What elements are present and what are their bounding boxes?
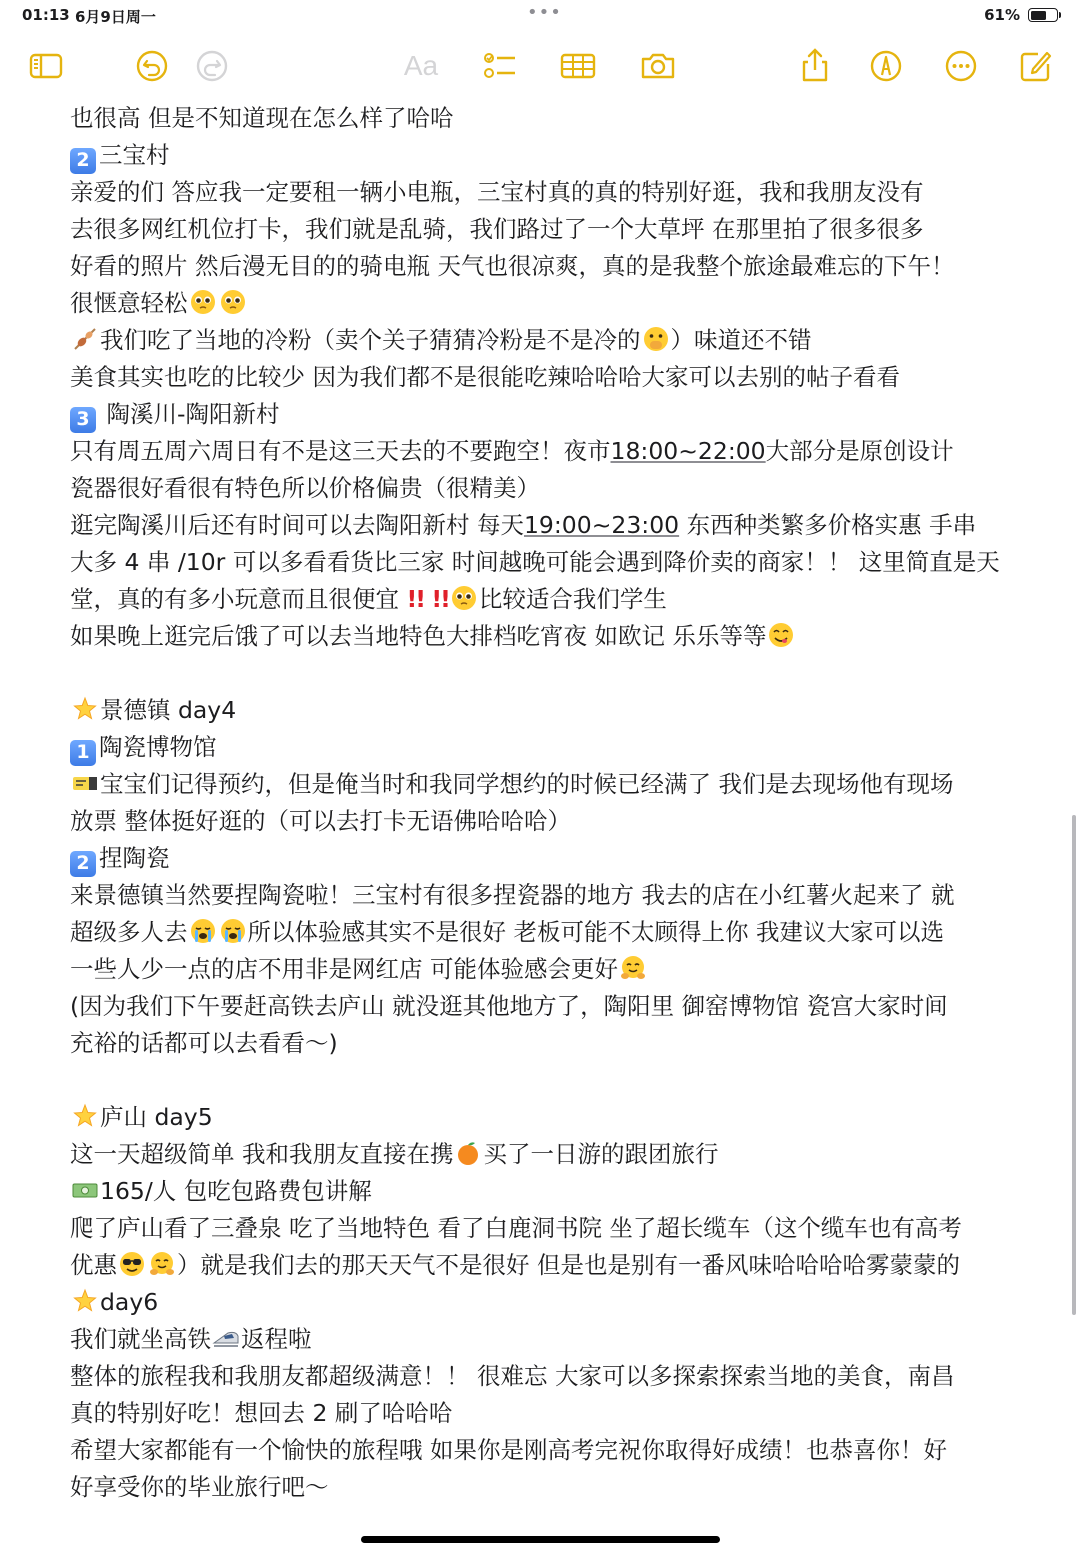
- note-line: 逛完陶溪川后还有时间可以去陶阳新村 每天19:00~23:00 东西种类繁多价格实惠 手串: [70, 511, 977, 539]
- note-line: 堂，真的有多小玩意而且很便宜 !! !! 比较适合我们学生: [70, 585, 667, 613]
- note-line: 很惬意轻松: [70, 285, 1020, 322]
- note-line: 只有周五周六周日有不是这三天去的不要跑空！夜市18:00~22:00大部分是原创设计: [70, 437, 954, 465]
- status-bar: [0, 0, 1080, 32]
- notes-toolbar: [0, 40, 1080, 92]
- note-line: 瓷器很好看很有特色所以价格偏贵（很精美）: [70, 474, 540, 502]
- camera-icon: [638, 46, 678, 86]
- note-line: 这一天超级简单 我和我朋友直接在携 买了一日游的跟团旅行: [70, 1140, 719, 1168]
- note-line: (因为我们下午要赶高铁去庐山 就没逛其他地方了，陶阳里 御窑博物馆 瓷宫大家时间: [70, 992, 948, 1020]
- checklist-icon: [479, 46, 519, 86]
- hugging-face-icon: [148, 1250, 176, 1278]
- note-line: 我们就坐高铁 返程啦: [70, 1325, 312, 1353]
- note-line: 充裕的话都可以去看看～): [70, 1029, 338, 1057]
- note-line: 也很高 但是不知道现在怎么样了哈哈: [70, 104, 454, 132]
- hugging-face-icon: [619, 954, 647, 982]
- note-line: 一些人少一点的店不用非是网红店 可能体验感会更好: [70, 951, 1020, 988]
- sidebar-icon: [26, 46, 66, 86]
- note-line: 大多 4 串 /10r 可以多看看货比三家 时间越晚可能会遇到降价卖的商家！！ 这里简直是天: [70, 548, 1000, 576]
- battery-icon: [1028, 8, 1058, 22]
- format-label: Aa: [403, 50, 439, 81]
- undo-button[interactable]: [130, 44, 174, 88]
- skewer-icon: [71, 325, 99, 353]
- table-icon: [558, 46, 598, 86]
- checklist-button[interactable]: [477, 44, 521, 88]
- multitasking-dots-icon[interactable]: •••: [527, 2, 562, 23]
- home-indicator[interactable]: [361, 1536, 720, 1543]
- crying-face-icon: [189, 917, 217, 945]
- note-line: 美食其实也吃的比较少 因为我们都不是很能吃辣哈哈哈大家可以去别的帖子看看: [70, 363, 900, 391]
- note-line: 整体的旅程我和我朋友都超级满意！！ 很难忘 大家可以多探索探索当地的美食，南昌: [70, 1362, 955, 1390]
- section-heading-sanbao: 2 三宝村: [70, 137, 1020, 174]
- status-time: 01:13: [22, 6, 70, 24]
- note-body[interactable]: [70, 100, 1020, 1506]
- note-line: 来景德镇当然要捏陶瓷啦！三宝村有很多捏瓷器的地方 我去的店在小红薯火起来了 就: [70, 881, 955, 909]
- bullet-train-icon: [212, 1324, 240, 1352]
- note-line: 去很多网红机位打卡，我们就是乱骑，我们路过了一个大草坪 在那里拍了很多很多: [70, 215, 924, 243]
- keycap-2-icon: 2: [70, 148, 96, 174]
- undo-icon: [132, 46, 172, 86]
- share-icon: [795, 46, 835, 86]
- battery-percent: 61%: [984, 6, 1020, 24]
- double-exclamation-icon: !!: [406, 585, 424, 613]
- status-date: 6月9日周一: [75, 8, 156, 26]
- note-line: 希望大家都能有一个愉快的旅程哦 如果你是刚高考完祝你取得好成绩！也恭喜你！好: [70, 1436, 947, 1464]
- note-line: 优惠 ）就是我们去的那天天气不是很好 但是也是别有一番风味哈哈哈哈雾蒙蒙的: [70, 1251, 960, 1279]
- note-line: 亲爱的们 答应我一定要租一辆小电瓶，三宝村真的真的特别好逛，我和我朋友没有: [70, 178, 924, 206]
- note-line: 165/人 包吃包路费包讲解: [70, 1173, 1020, 1210]
- section-heading-pottery: 2 捏陶瓷: [70, 840, 1020, 877]
- keycap-2-icon: 2: [70, 851, 96, 877]
- double-exclamation-icon: !!: [431, 585, 449, 613]
- glowing-star-icon: [71, 695, 99, 723]
- tangerine-icon: [454, 1139, 482, 1167]
- scrollbar[interactable]: [1072, 815, 1076, 1315]
- time-link[interactable]: 18:00~22:00: [610, 437, 766, 465]
- more-button[interactable]: [939, 44, 983, 88]
- keycap-3-icon: 3: [70, 407, 96, 433]
- format-button[interactable]: [399, 44, 443, 88]
- note-line: 爬了庐山看了三叠泉 吃了当地特色 看了白鹿洞书院 坐了超长缆车（这个缆车也有高考: [70, 1214, 962, 1242]
- money-icon: [71, 1176, 99, 1204]
- note-line: 放票 整体挺好逛的（可以去打卡无语佛哈哈哈）: [70, 807, 571, 835]
- section-heading-museum: 1 陶瓷博物馆: [70, 729, 1020, 766]
- glowing-star-icon: [71, 1287, 99, 1315]
- ticket-icon: [71, 769, 99, 797]
- sunglasses-face-icon: [118, 1250, 146, 1278]
- pleading-face-icon: [219, 288, 247, 316]
- day-heading-day5: 庐山 day5: [70, 1099, 1020, 1136]
- sidebar-toggle-button[interactable]: [24, 44, 68, 88]
- face-savoring-food-icon: [767, 621, 795, 649]
- note-line: 宝宝们记得预约，但是俺当时和我同学想约的时候已经满了 我们是去现场他有现场: [70, 766, 1020, 803]
- day-heading-day4: 景德镇 day4: [70, 692, 1020, 729]
- section-heading-taoxichuan: 3 陶溪川-陶阳新村: [70, 396, 1020, 433]
- table-button[interactable]: [556, 44, 600, 88]
- compose-button[interactable]: [1014, 44, 1058, 88]
- battery-level: [1031, 11, 1046, 20]
- pleading-face-icon: [189, 288, 217, 316]
- time-link[interactable]: 19:00~23:00: [523, 511, 680, 539]
- markup-button[interactable]: [864, 44, 908, 88]
- blank-line: [70, 1062, 1020, 1099]
- face-with-hand-over-mouth-icon: [642, 325, 670, 353]
- redo-button[interactable]: [190, 44, 234, 88]
- more-icon: [941, 46, 981, 86]
- blank-line: [70, 655, 1020, 692]
- camera-button[interactable]: [636, 44, 680, 88]
- redo-icon: [192, 46, 232, 86]
- note-line: 真的特别好吃！想回去 2 刷了哈哈哈: [70, 1399, 453, 1427]
- glowing-star-icon: [71, 1102, 99, 1130]
- compose-icon: [1016, 46, 1056, 86]
- share-button[interactable]: [793, 44, 837, 88]
- note-line: 我们吃了当地的冷粉（卖个关子猜猜冷粉是不是冷的 ）味道还不错: [70, 322, 1020, 359]
- pleading-face-icon: [450, 584, 478, 612]
- markup-icon: [866, 46, 906, 86]
- crying-face-icon: [219, 917, 247, 945]
- note-line: 如果晚上逛完后饿了可以去当地特色大排档吃宵夜 如欧记 乐乐等等: [70, 618, 1020, 655]
- day-heading-day6: day6: [70, 1284, 1020, 1321]
- note-line: 超级多人去 所以体验感其实不是很好 老板可能不太顾得上你 我建议大家可以选: [70, 918, 944, 946]
- note-line: 好享受你的毕业旅行吧～: [70, 1473, 329, 1501]
- note-line: 好看的照片 然后漫无目的的骑电瓶 天气也很凉爽，真的是我整个旅途最难忘的下午！: [70, 252, 955, 280]
- keycap-1-icon: 1: [70, 740, 96, 766]
